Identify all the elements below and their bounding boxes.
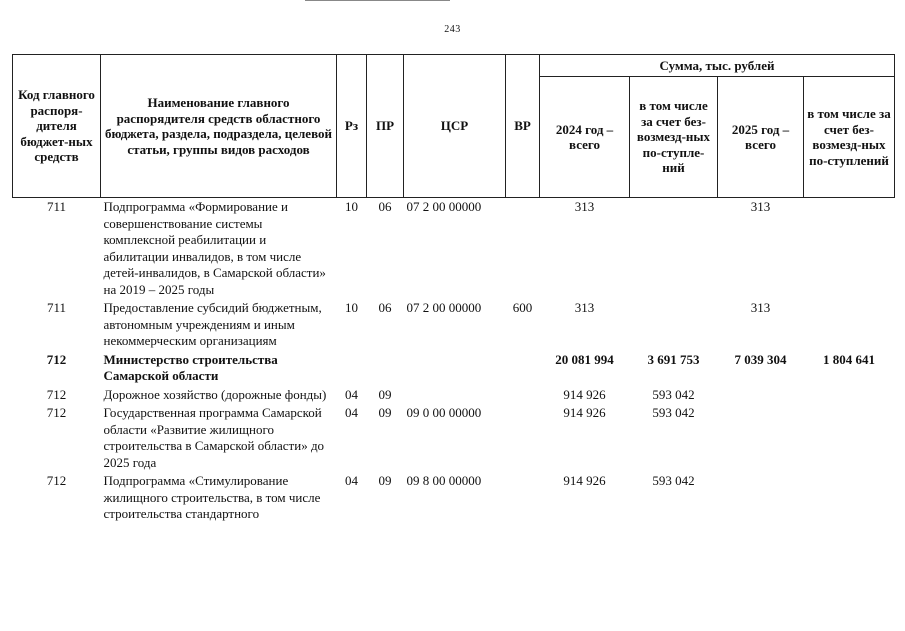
cell-code: 712: [46, 405, 67, 420]
header-name: Наименование главного распорядителя средств областного бюджета, раздела, подраздела, целевой статьи, группы видов расходов: [101, 55, 337, 198]
header-rz: Рз: [337, 55, 367, 198]
cell-csr: 07 2 00 00000: [406, 300, 482, 315]
cell-vr: [506, 472, 540, 524]
header-vr: ВР: [506, 55, 540, 198]
cell-rz: 04: [345, 405, 358, 420]
header-2024-gratuitous: в том числе за счет без-возмезд-ных по-ступле-ний: [630, 77, 718, 198]
header-pr: ПР: [367, 55, 404, 198]
cell-code: 712: [46, 351, 67, 367]
cell-2025-total: 313: [750, 300, 771, 315]
cell-csr: [404, 351, 506, 386]
cell-csr: 09 0 00 00000: [406, 405, 482, 420]
cell-2024-gratuitous: [630, 299, 718, 351]
cell-pr: 09: [378, 473, 392, 488]
cell-code: 712: [46, 386, 67, 402]
table-row: [13, 198, 895, 300]
cell-pr: 06: [378, 199, 392, 214]
cell-vr: [506, 351, 540, 386]
budget-table: [12, 54, 895, 524]
header-csr: ЦСР: [404, 55, 506, 198]
cell-vr: 600: [512, 300, 533, 315]
cell-2024-gratuitous: [630, 198, 718, 300]
cell-rz: 04: [345, 386, 358, 402]
cell-csr: 09 8 00 00000: [406, 473, 482, 488]
table-header: [13, 55, 895, 198]
cell-name: Министерство строительства Самарской области: [103, 351, 278, 383]
top-rule: [305, 0, 450, 1]
cell-2025-gratuitous: [804, 198, 895, 300]
cell-csr: [404, 386, 506, 405]
cell-vr: [506, 386, 540, 405]
cell-name: Государственная программа Самарской области «Развитие жилищного строительства в Самарской области» до 2025 года: [103, 405, 325, 470]
cell-pr: 06: [378, 300, 392, 315]
cell-2024-total: 914 926: [563, 386, 606, 402]
cell-2025-gratuitous: [804, 404, 895, 472]
page-number: 243: [444, 24, 461, 35]
cell-2024-total: 914 926: [563, 405, 606, 420]
cell-2025-total: [718, 404, 804, 472]
table-row: [13, 299, 895, 351]
cell-pr: [367, 351, 404, 386]
cell-2024-gratuitous: 593 042: [652, 405, 695, 420]
cell-2025-gratuitous: [804, 299, 895, 351]
cell-code: 711: [46, 199, 67, 214]
cell-2024-gratuitous: 593 042: [652, 473, 695, 488]
cell-2024-total: 914 926: [563, 473, 606, 488]
cell-2024-total: 313: [574, 199, 595, 214]
cell-rz: 10: [345, 300, 358, 315]
header-2025-total: 2025 год – всего: [718, 77, 804, 198]
cell-code: 711: [46, 300, 67, 315]
header-2025-gratuitous: в том числе за счет без-возмезд-ных по-ступлений: [804, 77, 895, 198]
cell-rz: 04: [345, 473, 358, 488]
table-row: [13, 351, 895, 386]
cell-2024-gratuitous: 3 691 753: [647, 351, 700, 367]
cell-2025-gratuitous: 1 804 641: [823, 351, 875, 367]
header-code: Код главного распоря-дителя бюджет-ных средств: [13, 55, 101, 198]
cell-pr: 09: [378, 405, 392, 420]
cell-2025-total: [718, 472, 804, 524]
cell-2025-total: [718, 386, 804, 405]
cell-pr: 09: [378, 386, 392, 402]
cell-2025-total: 313: [750, 199, 771, 214]
table-row: [13, 404, 895, 472]
cell-csr: 07 2 00 00000: [406, 199, 482, 214]
cell-name: Подпрограмма «Стимулирование жилищного строительства, в том числе строительства стандартного: [103, 473, 321, 521]
cell-2024-total: 313: [574, 300, 595, 315]
table-row: [13, 386, 895, 405]
cell-name: Предоставление субсидий бюджетным, автономным учреждениям и иным некоммерческим организациям: [103, 300, 322, 348]
cell-2025-gratuitous: [804, 472, 895, 524]
cell-2024-total: 20 081 994: [555, 351, 614, 367]
cell-vr: [506, 198, 540, 300]
header-2024-total: 2024 год – всего: [540, 77, 630, 198]
table-row: [13, 472, 895, 524]
cell-2025-gratuitous: [804, 386, 895, 405]
cell-2025-total: 7 039 304: [734, 351, 787, 367]
table-body: [13, 198, 895, 524]
cell-code: 712: [46, 473, 67, 488]
cell-name: Дорожное хозяйство (дорожные фонды): [103, 386, 327, 402]
cell-vr: [506, 404, 540, 472]
cell-name: Подпрограмма «Формирование и совершенствование системы комплексной реабилитации и абилитации инвалидов, в том числе детей-инвалидов, в Самарской области» на 2019 – 2025 годы: [103, 199, 326, 297]
cell-rz: [337, 351, 367, 386]
cell-2024-gratuitous: 593 042: [652, 386, 695, 402]
cell-rz: 10: [345, 199, 358, 214]
header-sum-group: Сумма, тыс. рублей: [540, 55, 895, 77]
